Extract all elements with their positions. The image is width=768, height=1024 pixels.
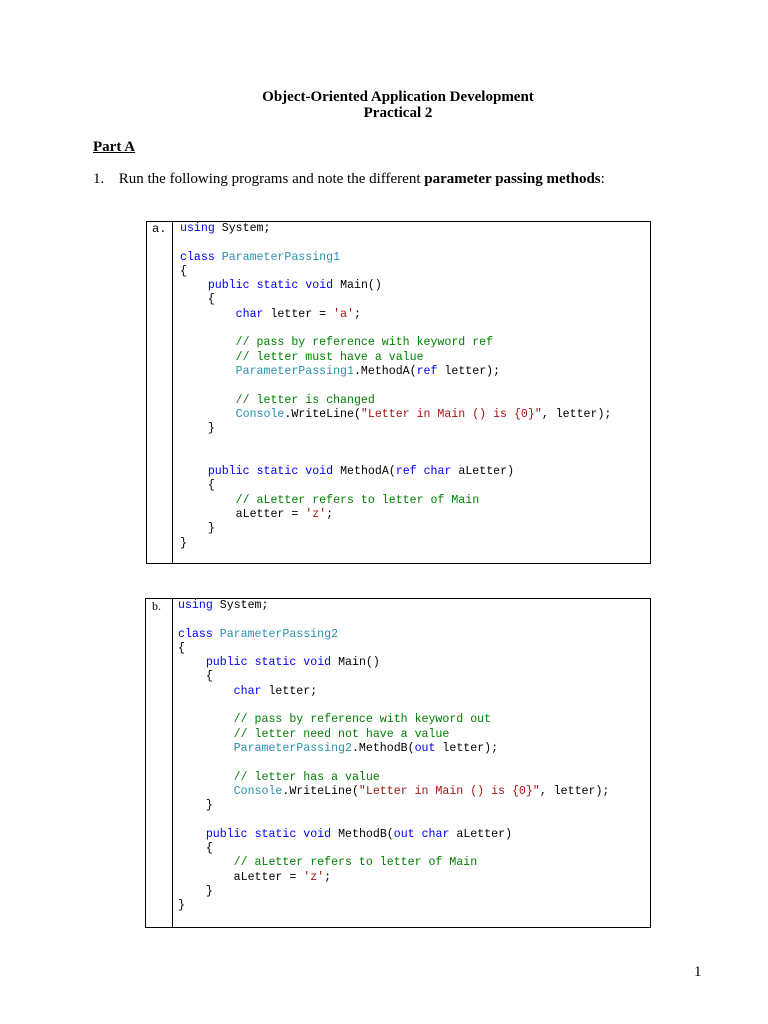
- code-token: // letter is changed: [235, 393, 375, 407]
- code-token: }: [180, 522, 215, 536]
- code-token: }: [180, 422, 215, 436]
- code-box-label: b.: [152, 599, 161, 613]
- code-token: [178, 685, 234, 698]
- code-line: [180, 494, 611, 508]
- code-token: ;: [324, 870, 332, 884]
- code-token: void: [305, 279, 334, 293]
- code-line: [180, 394, 611, 408]
- code-token: [180, 365, 236, 378]
- code-token: [248, 656, 255, 669]
- code-line: [180, 522, 611, 536]
- code-token: [180, 308, 236, 321]
- code-token: [180, 494, 236, 507]
- code-token: ParameterPassing2: [233, 741, 352, 755]
- code-token: static: [254, 827, 297, 841]
- code-line: [178, 742, 609, 756]
- code-token: MethodA(: [333, 465, 396, 479]
- code-line: [180, 365, 611, 379]
- document-title: Object-Oriented Application Development: [262, 89, 534, 105]
- code-line: [180, 451, 611, 465]
- code-token: // aLetter refers to letter of Main: [235, 493, 480, 507]
- code-line: [180, 408, 611, 422]
- code-token: {: [178, 670, 213, 684]
- code-token: void: [305, 465, 334, 479]
- code-token: 'z': [305, 507, 327, 521]
- code-token: ;: [326, 507, 334, 521]
- code-token: [178, 856, 234, 869]
- code-token: [417, 465, 424, 478]
- code-token: ParameterPassing1: [235, 364, 354, 378]
- code-line: [180, 351, 611, 365]
- code-token: "Letter in Main () is {0}": [360, 407, 542, 421]
- code-token: [178, 713, 234, 726]
- code-token: Main(): [333, 279, 382, 293]
- code-box-divider: [172, 599, 173, 927]
- code-line: [178, 685, 609, 699]
- code-token: aLetter =: [178, 870, 304, 884]
- code-token: out: [393, 827, 415, 841]
- code-token: Console: [233, 784, 283, 798]
- code-token: ref: [395, 465, 417, 479]
- code-token: Console: [235, 407, 285, 421]
- code-token: ParameterPassing1: [221, 250, 341, 264]
- code-token: }: [178, 799, 213, 813]
- code-token: [178, 828, 206, 841]
- code-token: public: [207, 465, 250, 479]
- code-token: [178, 771, 234, 784]
- code-token: char: [235, 307, 264, 321]
- code-token: char: [233, 684, 262, 698]
- code-token: letter);: [435, 741, 499, 755]
- code-token: , letter);: [541, 407, 612, 421]
- code-token: // pass by reference with keyword ref: [235, 336, 494, 350]
- code-token: [180, 351, 236, 364]
- code-box-divider: [172, 222, 173, 563]
- code-token: System;: [212, 599, 269, 612]
- code-token: public: [207, 279, 250, 293]
- code-token: , letter);: [539, 784, 610, 798]
- code-token: System;: [214, 222, 271, 235]
- code-token: [178, 728, 234, 741]
- code-token: [180, 336, 236, 349]
- code-token: letter =: [263, 307, 334, 321]
- code-token: Main(): [331, 656, 380, 670]
- code-token: using: [178, 599, 213, 612]
- code-token: class: [178, 627, 213, 641]
- code-token: [415, 828, 422, 841]
- code-token: static: [256, 465, 299, 479]
- code-token: [180, 408, 236, 421]
- code-line: [178, 828, 609, 842]
- code-line: [178, 785, 609, 799]
- code-token: .WriteLine(: [282, 784, 359, 798]
- code-token: [250, 465, 257, 478]
- code-line: [180, 479, 611, 493]
- code-token: 'z': [303, 870, 325, 884]
- code-token: {: [178, 641, 185, 655]
- code-token: {: [180, 293, 215, 307]
- code-line: [178, 699, 609, 713]
- code-token: ;: [353, 307, 361, 321]
- code-line: [180, 251, 611, 265]
- code-line: [178, 813, 609, 827]
- code-token: {: [180, 264, 187, 278]
- code-line: [180, 279, 611, 293]
- code-token: [178, 656, 206, 669]
- code-token: }: [178, 884, 213, 898]
- code-token: MethodB(: [331, 827, 394, 841]
- code-line: [180, 236, 611, 250]
- code-token: .MethodB(: [351, 741, 415, 755]
- code-token: public: [205, 656, 248, 670]
- code-token: letter);: [437, 364, 501, 378]
- code-token: aLetter): [449, 827, 513, 841]
- code-token: aLetter): [451, 465, 515, 479]
- code-line: [178, 642, 609, 656]
- code-line: [178, 756, 609, 770]
- code-line: [178, 713, 609, 727]
- code-box-a: [146, 221, 651, 564]
- code-token: [215, 251, 222, 264]
- code-token: static: [256, 279, 299, 293]
- code-token: .MethodA(: [353, 364, 417, 378]
- code-line: [178, 899, 609, 913]
- question-number: 1.: [93, 171, 105, 187]
- code-token: [180, 465, 208, 478]
- code-token: [250, 279, 257, 292]
- code-line: [180, 537, 611, 551]
- document-subtitle: Practical 2: [363, 105, 433, 121]
- code-line: [178, 728, 609, 742]
- code-line: [178, 871, 609, 885]
- code-token: [248, 828, 255, 841]
- question-text: Run the following programs and note the different: [118, 171, 425, 187]
- code-line: [178, 842, 609, 856]
- code-token: }: [178, 899, 185, 913]
- code-token: public: [205, 827, 248, 841]
- code-line: [178, 613, 609, 627]
- code-line: [178, 799, 609, 813]
- code-line: [180, 336, 611, 350]
- code-token: [178, 742, 234, 755]
- code-token: void: [303, 827, 332, 841]
- question-text-bold: parameter passing methods: [424, 171, 601, 187]
- part-heading: Part A: [93, 139, 136, 155]
- code-block: [180, 222, 611, 551]
- code-block: [178, 599, 609, 914]
- code-line: [178, 771, 609, 785]
- code-token: // letter need not have a value: [233, 727, 450, 741]
- code-token: [178, 785, 234, 798]
- code-line: [180, 508, 611, 522]
- code-token: // aLetter refers to letter of Main: [233, 856, 478, 870]
- code-line: [180, 422, 611, 436]
- code-token: // letter has a value: [233, 770, 380, 784]
- code-token: [213, 628, 220, 641]
- code-token: {: [178, 842, 213, 856]
- question-text-end: :: [600, 171, 605, 187]
- code-line: [178, 628, 609, 642]
- code-token: "Letter in Main () is {0}": [358, 784, 540, 798]
- code-token: char: [423, 465, 452, 479]
- code-token: // pass by reference with keyword out: [233, 713, 492, 727]
- code-token: ref: [416, 364, 438, 378]
- code-line: [178, 856, 609, 870]
- code-line: [180, 436, 611, 450]
- code-token: // letter must have a value: [235, 350, 424, 364]
- code-token: out: [414, 741, 436, 755]
- code-token: }: [180, 536, 187, 550]
- code-box-b: [145, 598, 651, 928]
- code-token: char: [421, 827, 450, 841]
- code-line: [180, 265, 611, 279]
- code-token: class: [180, 250, 215, 264]
- code-line: [180, 222, 611, 236]
- code-token: {: [180, 479, 215, 493]
- code-line: [178, 670, 609, 684]
- code-line: [180, 293, 611, 307]
- code-line: [180, 308, 611, 322]
- code-token: using: [180, 222, 215, 235]
- code-token: letter;: [261, 684, 318, 698]
- code-token: [180, 279, 208, 292]
- question-1: [93, 171, 605, 188]
- code-line: [180, 465, 611, 479]
- code-line: [180, 322, 611, 336]
- code-line: [178, 885, 609, 899]
- code-token: void: [303, 656, 332, 670]
- code-line: [178, 599, 609, 613]
- code-box-label: a.: [152, 222, 167, 236]
- code-token: [180, 394, 236, 407]
- page-number: 1: [694, 964, 702, 980]
- code-token: aLetter =: [180, 507, 306, 521]
- code-token: .WriteLine(: [284, 407, 361, 421]
- code-token: ParameterPassing2: [219, 627, 339, 641]
- code-token: static: [254, 656, 297, 670]
- code-token: 'a': [333, 307, 354, 321]
- code-line: [180, 379, 611, 393]
- code-line: [178, 656, 609, 670]
